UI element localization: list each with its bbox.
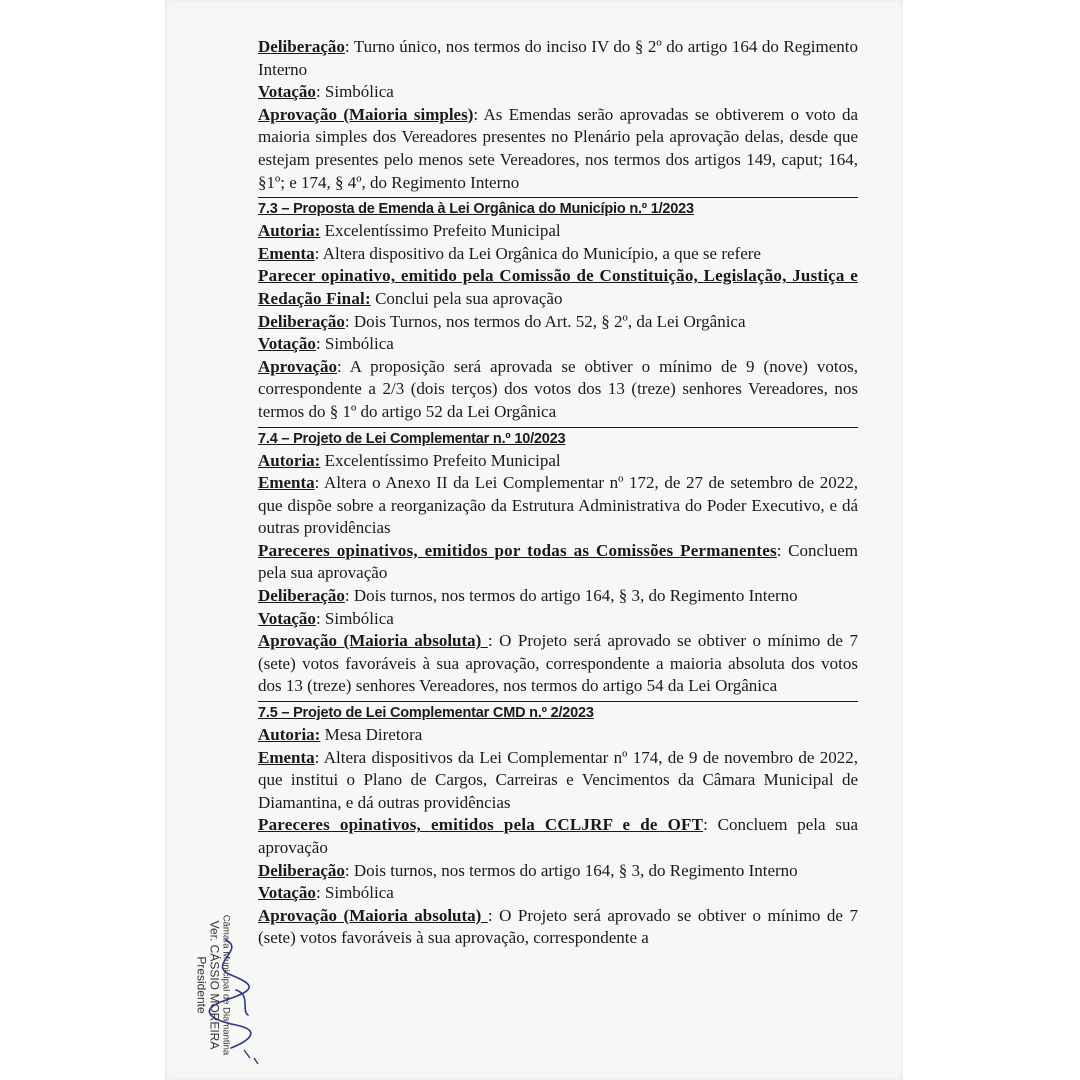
votacao-text: : Simbólica bbox=[315, 334, 394, 354]
s73-autoria bbox=[258, 220, 858, 243]
parecer-text: Conclui pela sua aprovação bbox=[370, 288, 563, 308]
ementa-text: : Altera dispositivos da Lei Complementar nº 174, de 9 de novembro de 2022, que institui o Plano de Cargos, Carreiras e Vencimentos da Câmara Municipal de Diamantina, e dá outras providências bbox=[258, 747, 858, 812]
autoria-label: Autoria: bbox=[258, 725, 321, 745]
aprovacao-text: : O Projeto será aprovado se obtiver o mínimo de 7 (sete) votos favoráveis à sua aprovação, correspondente a maioria absoluta dos votos dos 13 (treze) senhores Vereadores, nos termos do artigo 54 da Lei Orgânica bbox=[258, 631, 858, 696]
autoria-text: Mesa Diretora bbox=[320, 725, 423, 745]
s73-aprovacao bbox=[258, 356, 858, 424]
aprovacao-label: Aprovação (Maioria absoluta) bbox=[258, 631, 488, 651]
s73-parecer bbox=[258, 265, 858, 310]
votacao-label: Votação bbox=[258, 334, 316, 354]
s75-deliberacao bbox=[258, 860, 858, 883]
autoria-label: Autoria: bbox=[258, 221, 321, 241]
section-7-5-header: 7.5 – Projeto de Lei Complementar CMD n.º 2/2023 bbox=[258, 701, 858, 724]
parecer-label: Parecer opinativo, emitido pela Comissão de Constituição, Legislação, Justiça e Redação Final: bbox=[258, 266, 858, 308]
stamp-line-title: Presidente bbox=[194, 956, 209, 1014]
s73-deliberacao bbox=[258, 311, 858, 334]
s75-pareceres bbox=[258, 814, 858, 859]
deliberacao-label: Deliberação bbox=[258, 37, 345, 56]
ementa-label: Ementa bbox=[258, 747, 315, 767]
section-7-3-header: 7.3 – Proposta de Emenda à Lei Orgânica do Município n.º 1/2023 bbox=[258, 197, 858, 220]
aprovacao-text: : O Projeto será aprovado se obtiver o mínimo de 7 (sete) votos favoráveis à sua aprovação, correspondente a bbox=[258, 905, 858, 948]
votacao-text: : Simbólica bbox=[315, 883, 394, 903]
aprovacao-label: Aprovação (Maioria absoluta) bbox=[258, 905, 488, 925]
s74-autoria bbox=[258, 450, 858, 473]
stamp-line-chamber: Câmara Municipal de Diamantina bbox=[220, 914, 232, 1056]
s74-deliberacao bbox=[258, 585, 858, 608]
autoria-label: Autoria: bbox=[258, 450, 321, 470]
autoria-text: Excelentíssimo Prefeito Municipal bbox=[320, 450, 561, 470]
votacao-text: : Simbólica bbox=[315, 82, 394, 102]
ementa-text: : Altera dispositivo da Lei Orgânica do Município, a que se refere bbox=[314, 243, 761, 263]
deliberacao-text: : Dois turnos, nos termos do artigo 164, § 3, do Regimento Interno bbox=[344, 860, 798, 880]
top-deliberacao bbox=[258, 36, 858, 81]
aprovacao-label: Aprovação bbox=[258, 356, 338, 376]
s73-ementa bbox=[258, 243, 858, 266]
aprovacao-label: Aprovação (Maioria simples) bbox=[258, 104, 474, 124]
autoria-text: Excelentíssimo Prefeito Municipal bbox=[320, 221, 561, 241]
pareceres-text: : Concluem pela sua aprovação bbox=[258, 815, 858, 857]
votacao-label: Votação bbox=[258, 608, 316, 628]
votacao-text: : Simbólica bbox=[315, 608, 394, 628]
votacao-label: Votação bbox=[258, 82, 316, 102]
signature bbox=[196, 930, 276, 1070]
ementa-label: Ementa bbox=[258, 473, 315, 493]
s74-pareceres bbox=[258, 540, 858, 585]
s75-ementa bbox=[258, 747, 858, 815]
s75-autoria bbox=[258, 724, 858, 747]
s75-votacao bbox=[258, 882, 858, 905]
section-7-4-header: 7.4 – Projeto de Lei Complementar n.º 10/2023 bbox=[258, 427, 858, 450]
pareceres-text: : Concluem pela sua aprovação bbox=[258, 540, 858, 583]
stamp-line-name: Ver. CÁSSIO MOREIRA bbox=[207, 920, 222, 1050]
deliberacao-label: Deliberação bbox=[258, 311, 345, 331]
pareceres-label: Pareceres opinativos, emitidos por todas as Comissões Permanentes bbox=[258, 540, 777, 560]
deliberacao-text: : Dois turnos, nos termos do artigo 164, § 3, do Regimento Interno bbox=[344, 586, 798, 606]
aprovacao-text: : As Emendas serão aprovadas se obtiverem o voto da maioria simples dos Vereadores presentes no Plenário pela aprovação delas, desde que estejam presentes pelo menos sete Vereadores, nos termos dos artigos 149, caput; 164, §1º; e 174, § 4º, do Regimento Interno bbox=[258, 104, 859, 192]
s74-aprovacao bbox=[258, 630, 858, 698]
deliberacao-text: : Turno único, nos termos do inciso IV do § 2º do artigo 164 do Regimento Interno bbox=[258, 37, 858, 79]
aprovacao-text: : A proposição será aprovada se obtiver o mínimo de 9 (nove) votos, correspondente a 2/3 (dois terços) dos votos dos 13 (treze) senhores Vereadores, nos termos do § 1º do artigo 52 da Lei Orgânica bbox=[258, 356, 858, 421]
s73-votacao bbox=[258, 333, 858, 356]
pareceres-label: Pareceres opinativos, emitidos pela CCLJRF e de OFT bbox=[258, 815, 704, 835]
votacao-label: Votação bbox=[258, 883, 316, 903]
deliberacao-label: Deliberação bbox=[258, 586, 345, 606]
agenda-content bbox=[258, 36, 858, 950]
deliberacao-label: Deliberação bbox=[258, 860, 345, 880]
s74-ementa bbox=[258, 472, 858, 540]
s74-votacao bbox=[258, 608, 858, 631]
s75-aprovacao bbox=[258, 905, 858, 950]
top-aprovacao bbox=[258, 104, 858, 194]
ementa-label: Ementa bbox=[258, 243, 315, 263]
ementa-text: : Altera o Anexo II da Lei Complementar nº 172, de 27 de setembro de 2022, que dispõe sobre a reorganização da Estrutura Administrativa do Poder Executivo, e dá outras providências bbox=[258, 473, 858, 538]
deliberacao-text: : Dois Turnos, nos termos do Art. 52, § 2º, da Lei Orgânica bbox=[344, 311, 746, 331]
top-votacao bbox=[258, 81, 858, 104]
